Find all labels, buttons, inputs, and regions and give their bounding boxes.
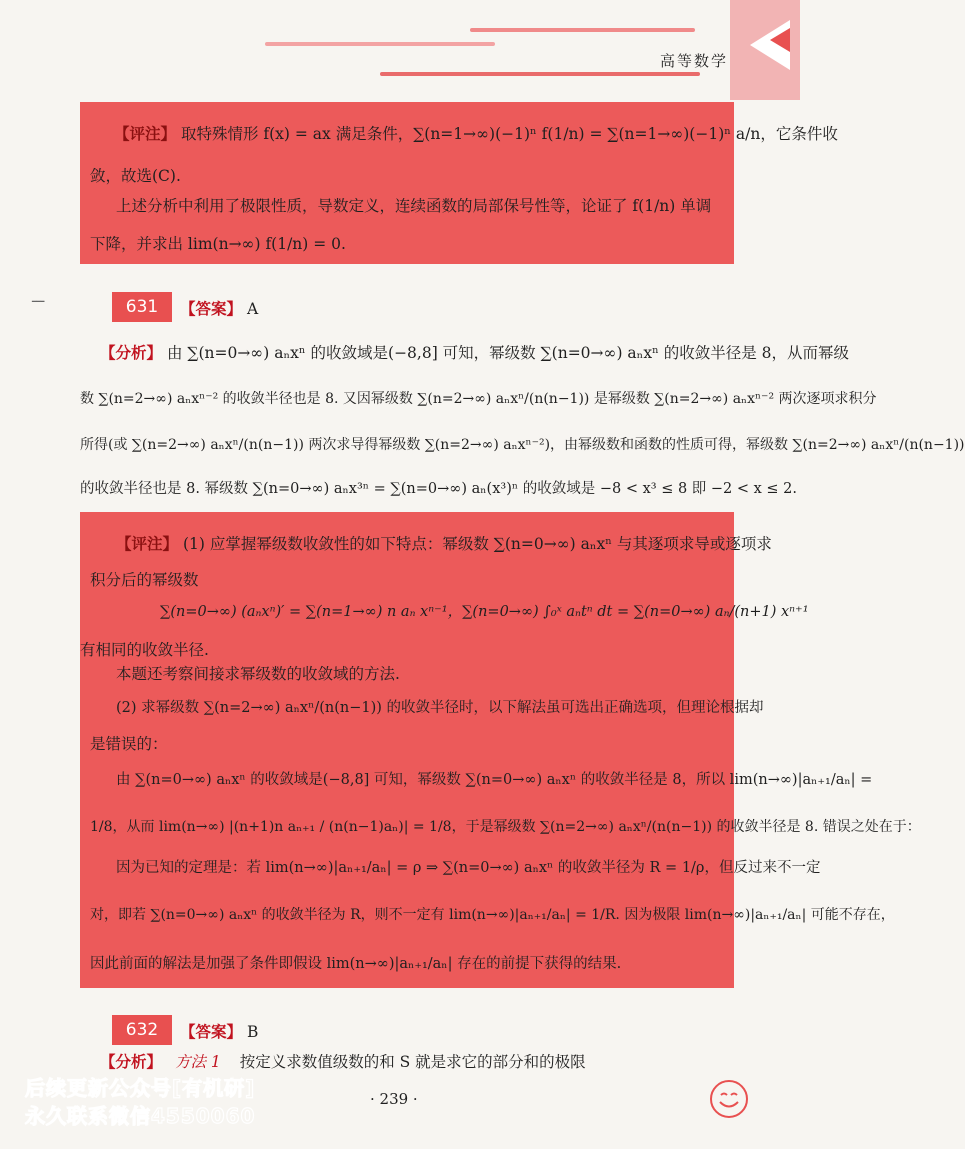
comment2-line-9: 因为已知的定理是：若 lim(n→∞)|aₙ₊₁/aₙ| = ρ ⇒ ∑(n=0→∞) aₙxⁿ 的收敛半径为 R = 1/ρ，但反过来不一定 [116, 860, 821, 876]
comment-box-2 [80, 512, 921, 988]
analysis-631-line-4: 的收敛半径也是 8. 幂级数 ∑(n=0→∞) aₙx³ⁿ = ∑(n=0→∞) aₙ(x³)ⁿ 的收敛域是 −8 < x³ ≤ 8 即 −2 < x ≤ 2. [80, 481, 798, 497]
comment-line-3: 上述分析中利用了极限性质，导数定义，连续函数的局部保号性等，论证了 f(1/n) 单调 [116, 197, 712, 215]
comment2-line-5: (2) 求幂级数 ∑(n=2→∞) aₙxⁿ/(n(n−1)) 的收敛半径时，以下解法虽可选出正确选项，但理论根据却 [116, 700, 764, 716]
comment2-line-6: 是错误的： [90, 735, 168, 753]
comment-box-1 [80, 102, 838, 264]
comment2-line-8: 1/8，从而 lim(n→∞) |(n+1)n aₙ₊₁ / (n(n−1)aₙ)| = 1/8，于是幂级数 ∑(n=2→∞) aₙxⁿ/(n(n−1)) 的收敛半径是 8. 错误之处在于： [90, 819, 921, 835]
comment-line-2: 敛，故选(C). [90, 167, 181, 185]
header-title: 高等数学 [660, 52, 729, 70]
page-number: · 239 · [370, 1090, 418, 1108]
header-stripe-1 [470, 28, 695, 32]
header-stripe-3 [380, 72, 700, 76]
answer-632: 【答案】 B [180, 1022, 259, 1041]
question-number-632: 632 [112, 1015, 172, 1045]
comment2-line-11: 因此前面的解法是加强了条件即假设 lim(n→∞)|aₙ₊₁/aₙ| 存在的前提下获得的结果. [90, 956, 622, 972]
pen-mark: ـــ [32, 290, 45, 306]
watermark-line-2: 永久联系微信4550060 [25, 1104, 256, 1128]
comment-line-1: 【评注】 取特殊情形 f(x) = ax 满足条件，∑(n=1→∞)(−1)ⁿ f(1/n) = ∑(n=1→∞)(−1)ⁿ a/n，它条件收 [114, 124, 838, 143]
question-number-631: 631 [112, 292, 172, 322]
header-stripe-2 [265, 42, 495, 46]
comment2-line-2: 积分后的幂级数 [90, 571, 199, 589]
comment2-line-10: 对，即若 ∑(n=0→∞) aₙxⁿ 的收敛半径为 R，则不一定有 lim(n→∞)|aₙ₊₁/aₙ| = 1/R. 因为极限 lim(n→∞)|aₙ₊₁/aₙ| 可能不存在， [90, 907, 895, 923]
comment2-formula: ∑(n=0→∞) (aₙxⁿ)′ = ∑(n=1→∞) n aₙ xⁿ⁻¹，∑(n=0→∞) ∫₀ˣ aₙtⁿ dt = ∑(n=0→∞) aₙ/(n+1) xⁿ⁺¹ [160, 604, 809, 620]
smiley-icon [708, 1078, 750, 1120]
comment2-line-4: 本题还考察间接求幂级数的收敛域的方法. [116, 665, 400, 683]
comment-label: 【评注】 [114, 124, 177, 143]
comment2-line-3: 有相同的收敛半径. [80, 641, 209, 659]
comment2-line-1: 【评注】 (1) 应掌握幂级数收敛性的如下特点：幂级数 ∑(n=0→∞) aₙxⁿ 与其逐项求导或逐项求 [116, 534, 772, 553]
answer-631: 【答案】 A [180, 299, 259, 318]
analysis-631-line-3: 所得(或 ∑(n=2→∞) aₙxⁿ/(n(n−1)) 两次求导得幂级数 ∑(n=2→∞) aₙxⁿ⁻²)，由幂级数和函数的性质可得，幂级数 ∑(n=2→∞) aₙxⁿ/(n(n−1)) [80, 437, 965, 453]
analysis-631-line-1: 【分析】 由 ∑(n=0→∞) aₙxⁿ 的收敛域是(−8,8] 可知，幂级数 ∑(n=0→∞) aₙxⁿ 的收敛半径是 8，从而幂级 [100, 343, 850, 362]
comment-line-4: 下降，并求出 lim(n→∞) f(1/n) = 0. [90, 235, 346, 253]
analysis-632: 【分析】 方法 1 按定义求数值级数的和 S 就是求它的部分和的极限 [100, 1052, 586, 1071]
watermark-line-1: 后续更新公众号[有机研] [25, 1076, 256, 1100]
analysis-631-line-2: 数 ∑(n=2→∞) aₙxⁿ⁻² 的收敛半径也是 8. 又因幂级数 ∑(n=2→∞) aₙxⁿ/(n(n−1)) 是幂级数 ∑(n=2→∞) aₙxⁿ⁻² 两次逐项求积分 [80, 391, 877, 407]
comment2-line-7: 由 ∑(n=0→∞) aₙxⁿ 的收敛域是(−8,8] 可知，幂级数 ∑(n=0→∞) aₙxⁿ 的收敛半径是 8，所以 lim(n→∞)|aₙ₊₁/aₙ| = [116, 772, 873, 788]
